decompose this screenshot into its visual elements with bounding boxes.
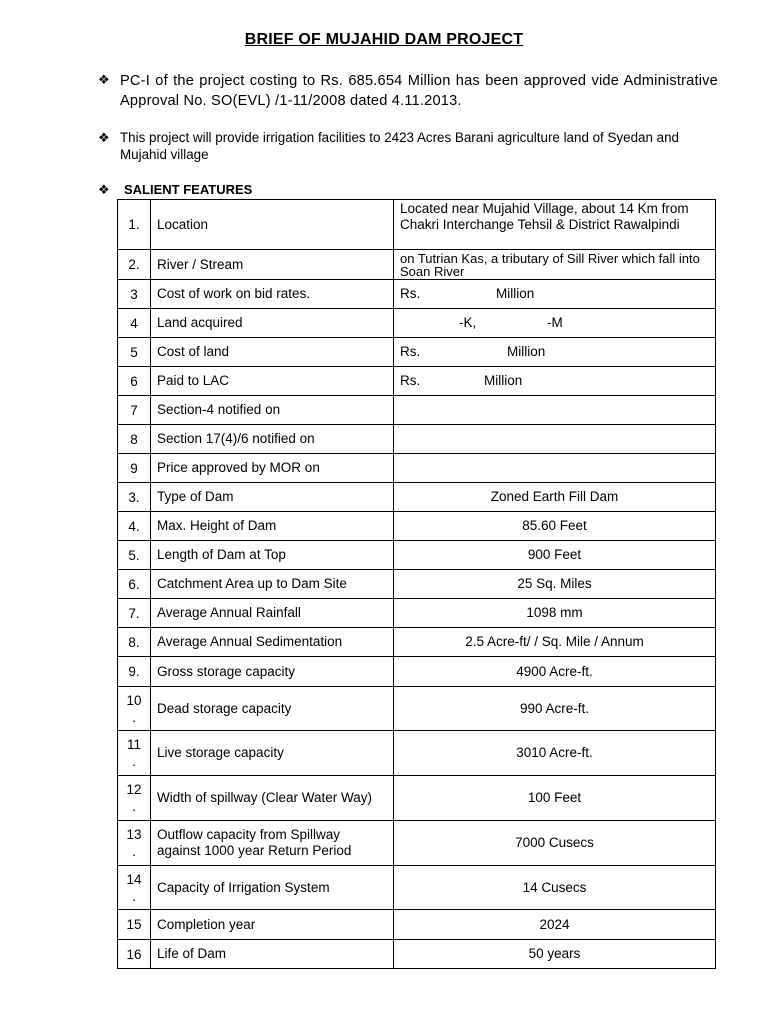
row-number: 2. <box>118 250 151 280</box>
row-number: 11 . <box>118 731 151 776</box>
row-value <box>394 309 716 338</box>
row-number: 7 <box>118 396 151 425</box>
row-value <box>394 367 716 396</box>
value-marla: -M <box>547 315 563 330</box>
row-value: 100 Feet <box>394 776 716 821</box>
value-unit: Million <box>484 373 523 388</box>
value-kanal: -K, <box>459 315 477 330</box>
table-row <box>118 396 716 425</box>
table-row <box>118 309 716 338</box>
section-heading: SALIENT FEATURES <box>124 182 253 197</box>
diamond-bullet-icon: ❖ <box>98 130 110 145</box>
table-row <box>118 250 716 280</box>
row-label: Section-4 notified on <box>151 396 394 425</box>
table-row <box>118 940 716 969</box>
row-label: Length of Dam at Top <box>151 541 394 570</box>
row-number: 4. <box>118 512 151 541</box>
row-number: 1. <box>118 200 151 250</box>
row-value: 4900 Acre-ft. <box>394 657 716 687</box>
row-number: 6 <box>118 367 151 396</box>
row-label: Paid to LAC <box>151 367 394 396</box>
table-row <box>118 866 716 910</box>
row-label: Type of Dam <box>151 483 394 512</box>
row-value: 14 Cusecs <box>394 866 716 910</box>
table-row <box>118 821 716 866</box>
value-unit: Million <box>507 344 546 359</box>
row-label: Cost of work on bid rates. <box>151 280 394 309</box>
row-label: River / Stream <box>151 250 394 280</box>
row-value: 85.60 Feet <box>394 512 716 541</box>
table-row <box>118 454 716 483</box>
table-row <box>118 425 716 454</box>
table-row <box>118 200 716 250</box>
row-number: 8 <box>118 425 151 454</box>
row-label: Completion year <box>151 910 394 940</box>
diamond-bullet-icon: ❖ <box>98 182 110 197</box>
salient-features-table <box>117 199 716 969</box>
row-label: Life of Dam <box>151 940 394 969</box>
table-row <box>118 628 716 657</box>
table-row <box>118 541 716 570</box>
value-unit: Million <box>496 286 535 301</box>
row-value: 3010 Acre-ft. <box>394 731 716 776</box>
row-value: 2024 <box>394 910 716 940</box>
row-value: 2.5 Acre-ft/ / Sq. Mile / Annum <box>394 628 716 657</box>
row-label: Catchment Area up to Dam Site <box>151 570 394 599</box>
value-prefix: Rs. <box>400 344 421 359</box>
row-value: 990 Acre-ft. <box>394 687 716 731</box>
table-row <box>118 687 716 731</box>
value-prefix: Rs. <box>400 373 421 388</box>
row-label: Width of spillway (Clear Water Way) <box>151 776 394 821</box>
row-label: Section 17(4)/6 notified on <box>151 425 394 454</box>
bullet-text: PC-I of the project costing to Rs. 685.654 Million has been approved vide Administrative Approval No. SO(EVL) /1-11/2008 dated 4.11.2013. <box>120 73 718 109</box>
row-label: Max. Height of Dam <box>151 512 394 541</box>
row-label: Outflow capacity from Spillway against 1000 year Return Period <box>151 821 394 866</box>
row-number: 9 <box>118 454 151 483</box>
row-label: Location <box>151 200 394 250</box>
row-value: 7000 Cusecs <box>394 821 716 866</box>
table-row <box>118 338 716 367</box>
table-row <box>118 483 716 512</box>
row-number: 6. <box>118 570 151 599</box>
row-value <box>394 396 716 425</box>
row-label: Cost of land <box>151 338 394 367</box>
table-row <box>118 731 716 776</box>
row-value <box>394 425 716 454</box>
row-value: Zoned Earth Fill Dam <box>394 483 716 512</box>
row-label: Live storage capacity <box>151 731 394 776</box>
row-number: 14 . <box>118 866 151 910</box>
table-row <box>118 910 716 940</box>
row-value: 1098 mm <box>394 599 716 628</box>
row-label: Price approved by MOR on <box>151 454 394 483</box>
row-label: Average Annual Sedimentation <box>151 628 394 657</box>
diamond-bullet-icon: ❖ <box>98 72 110 87</box>
table-row <box>118 367 716 396</box>
table-row <box>118 280 716 309</box>
row-label: Gross storage capacity <box>151 657 394 687</box>
document-title: BRIEF OF MUJAHID DAM PROJECT <box>244 31 524 48</box>
row-value <box>394 338 716 367</box>
row-label: Dead storage capacity <box>151 687 394 731</box>
row-label: Land acquired <box>151 309 394 338</box>
row-value: on Tutrian Kas, a tributary of Sill River which fall into Soan River <box>394 250 716 280</box>
table-row <box>118 512 716 541</box>
bullet-text: This project will provide irrigation facilities to 2423 Acres Barani agriculture land of Syedan and Mujahid village <box>120 130 679 162</box>
row-number: 8. <box>118 628 151 657</box>
row-number: 4 <box>118 309 151 338</box>
row-number: 7. <box>118 599 151 628</box>
row-number: 12 . <box>118 776 151 821</box>
table-row <box>118 776 716 821</box>
row-number: 9. <box>118 657 151 687</box>
row-value: Located near Mujahid Village, about 14 Km from Chakri Interchange Tehsil & District Rawalpindi <box>394 200 716 250</box>
row-label: Average Annual Rainfall <box>151 599 394 628</box>
row-value: 25 Sq. Miles <box>394 570 716 599</box>
row-number: 13 . <box>118 821 151 866</box>
row-number: 15 <box>118 910 151 940</box>
row-value <box>394 454 716 483</box>
row-number: 10 . <box>118 687 151 731</box>
row-value: 900 Feet <box>394 541 716 570</box>
row-value: 50 years <box>394 940 716 969</box>
row-label: Capacity of Irrigation System <box>151 866 394 910</box>
row-value <box>394 280 716 309</box>
row-number: 3. <box>118 483 151 512</box>
table-row <box>118 599 716 628</box>
value-prefix: Rs. <box>400 286 421 301</box>
table-row <box>118 570 716 599</box>
table-row <box>118 657 716 687</box>
row-number: 3 <box>118 280 151 309</box>
row-number: 5 <box>118 338 151 367</box>
row-number: 5. <box>118 541 151 570</box>
row-number: 16 <box>118 940 151 969</box>
